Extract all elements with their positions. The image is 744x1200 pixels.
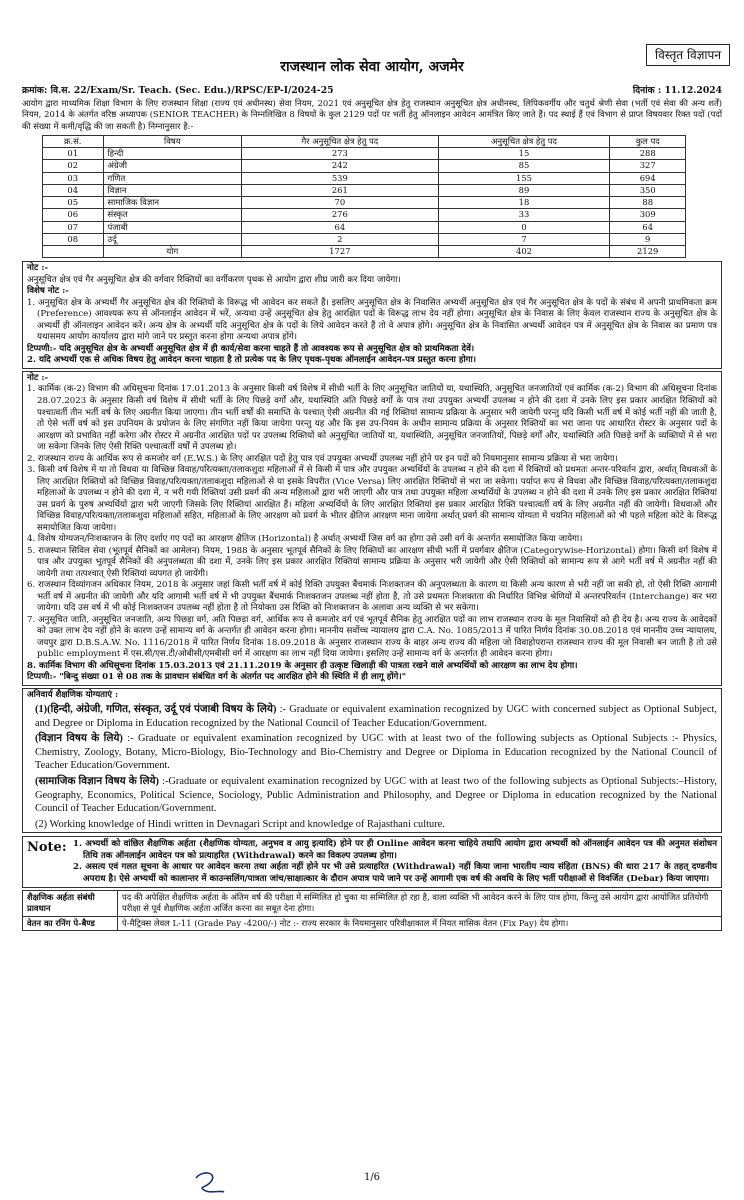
cell: 07 bbox=[43, 221, 104, 233]
note-text: अनुसूचित क्षेत्र एवं गैर अनुसूचित क्षेत्र की वर्गवार रिक्तियों का वर्गीकरण पृथक से आयोग द्वारा शीघ्र जारी कर दिया जायेगा। bbox=[27, 274, 401, 285]
cell: 2129 bbox=[610, 246, 686, 258]
cell: गणित bbox=[103, 172, 242, 184]
cell: 309 bbox=[610, 209, 686, 221]
cell: 402 bbox=[438, 246, 610, 258]
cell: 261 bbox=[242, 184, 439, 196]
cell: 273 bbox=[242, 148, 439, 160]
table-row bbox=[43, 197, 686, 209]
qualifications-section bbox=[22, 688, 722, 833]
cell: 327 bbox=[610, 160, 686, 172]
table-row bbox=[43, 184, 686, 196]
tail-label: वेतन का रनिंग पे-बैण्ड bbox=[23, 916, 118, 930]
table-row bbox=[43, 233, 686, 245]
eligibility-pay-table bbox=[22, 890, 722, 931]
cell: 18 bbox=[438, 197, 610, 209]
note-item: 3. किसी वर्ष विशेष में या तो विधवा या विच्छिन्न विवाह/परित्यक्ता/तलाकशुदा महिलाओं में से किसी में पात्र और उपयुक्त अभ्यर्थियों के उपलब्ध न होने की दशा में रिक्तियों को प्रथमतः अन्तर-परिवर्तन द्वारा, अर्थात् विधवाओं के लिए आरक्षित रिक्तियों को विच्छिन्न विवाह/परित्यक्ता/तलाकशुदा महिलाओं से या इसके विपरीत (Vice Versa) लिए आरक्षित रिक्तियों से भरा जा सकेगा। पर्याप्त रूप से विधवा और विच्छिन्न विवाह/परित्यक्ता/तलाकशुदा महिलाओं के उपलब्ध न होने की दशा में, न भरी गयी रिक्तियां उसी प्रवर्ग की अन्य महिलाओं द्वारा भरी जाएगी और पात्र तथा उपयुक्त महिला अभ्यर्थियों के उपलब्ध न होने की दशा में उनके लिए इस प्रकार आरक्षित रिक्तियां उस प्रवर्ग के पुरुष अभ्यर्थियों द्वारा भरी जाएगी जिसके लिए रिक्तियां आरक्षित हैं। महिला अभ्यर्थियों के लिए आरक्षित रिक्तियां इस प्रकार आरक्षित रिक्ति पश्चात्वर्ती वर्ष के लिए अग्रनीत नहीं की जायेगी। विधवाओं और विच्छिन्न विवाह/परित्यक्ता/तलाकशुदा महिलाओं सहित, महिलाओं के लिए आरक्षण को प्रवर्ग के भीतर क्षैतिज आरक्षण माना जायेगा अर्थात् प्रवर्ग की सामान्य योग्यता में चयनित महिलाओं को भी पहले महिला कोटे के विरूद्ध समायोजित किया जायेगा। bbox=[27, 465, 717, 533]
note-item: 5. राजस्थान सिविल सेवा (भूतपूर्व सैनिकों का आमेलन) नियम, 1988 के अनुसार भूतपूर्व सैनिकों के लिए रिक्तियों का आरक्षण सीधी भर्ती में प्रवर्गवार क्षैतिज (Categorywise-Horizontal) होगा। किसी वर्ग विशेष में पात्र और उपयुक्त भूतपूर्व सैनिकों की अनुपलब्धता की दशा में, उनके लिए इस प्रकार आरक्षित रिक्तियां सामान्य प्रक्रिया के अनुसार भरी जायेगी और ऐसी रिक्तियों को सामान्य रूप से आगे भर्ती वर्ष में अग्रनीत नहीं की जायेगी तथा तत्पश्चात् ऐसी रिक्तियां व्यपगत हो जायेंगी। bbox=[27, 545, 717, 579]
application-note-body bbox=[73, 839, 717, 885]
cell: 01 bbox=[43, 148, 104, 160]
cell: 1727 bbox=[242, 246, 439, 258]
cell: 276 bbox=[242, 209, 439, 221]
cell: 64 bbox=[610, 221, 686, 233]
application-note-label: Note: bbox=[27, 840, 67, 856]
table-row bbox=[43, 221, 686, 233]
note-item: 8. कार्मिक विभाग की अधिसूचना दिनांक 15.03.2013 एवं 21.11.2019 के अनुसार ही उत्कृष्ट खिलाड़ी की पात्रता रखने वाले अभ्यर्थियों को आरक्षण का लाभ देय होगा। bbox=[27, 660, 578, 671]
cell: 33 bbox=[438, 209, 610, 221]
qualification-social-science-label: (सामाजिक विज्ञान विषय के लिये) bbox=[35, 775, 159, 787]
note-item: टिप्पणी:- "बिन्दु संख्या 01 से 08 तक के प्रावधान संबंधित वर्ग के अंतर्गत पद आरक्षित होने की स्थिति में ही लागू होंगे।" bbox=[27, 672, 407, 683]
cell: 05 bbox=[43, 197, 104, 209]
qualification-social-science-text: :-Graduate or equivalent examination recognized by UGC with at least two of the following subjects as Optional Subjects:–History, Geography, Economics, Political Science, Sociology, Public Administration and Philosophy, and Degree or Diploma in education recognized by the National Council of Teacher Education/Government. bbox=[35, 775, 717, 815]
note-item: 1. कार्मिक (क-2) विभाग की अधिसूचना दिनांक 17.01.2013 के अनुसार किसी वर्ष विशेष में सीधी भर्ती के लिए अनुसूचित जातियों या, यथास्थिति, अनुसूचित जनजातियों एवं कार्मिक (क-2) विभाग की अधिसूचना दिनांक 28.07.2023 के अनुसार किसी वर्ष विशेष में सीधी भर्ती के लिए पिछड़े वर्गों और, यथास्थिति अति पिछड़े वर्गों के पात्र तथा उपयुक्त अभ्यर्थी उपलब्ध न होने की दशा में उनके लिए इस प्रकार आरक्षित रिक्तियों को पश्चात्वर्ती तीन भर्ती वर्ष के लिए अग्रनीत किया जाएगा। तीन भर्ती वर्षों की समाप्ति के पश्चात् ऐसी अग्रनीत की गई रिक्तियां सामान्य प्रक्रिया के अनुसार भरी जायेगी परन्तु यदि किसी भर्ती वर्ष में कोई भर्ती नहीं की जाती है, तो ऐसे भर्ती वर्ष को इस उपनियम के प्रयोजन के लिए संगणित नहीं किया जायेगा परन्तु यह और कि इस उप-नियम के अधीन सामान्य प्रक्रिया के अनुसार रिक्तियों का भरा जाना पद आधारित रोस्टर के अनुसार पदों के आरक्षण को प्रभावित नहीं करेगा और रोस्टर में अग्रनीत आरक्षित पदों पर उपलब्ध रिक्तियों को अनुसूचित जातियों या, यथास्थिति, अनुसूचित जनजातियों, पिछड़े वर्गों और, यथास्थिति अति पिछड़े वर्गों के व्यक्तियों में से भरा जा सकेगा जिनके लिए ऐसी रिक्ति पश्चात्वर्ती वर्षों में उपलब्ध हो। bbox=[27, 384, 717, 453]
cell: विज्ञान bbox=[103, 184, 242, 196]
special-note-item: टिप्पणी:- यदि अनुसूचित क्षेत्र के अभ्यर्थी अनुसूचित क्षेत्र में ही कार्य/सेवा करना चाहते हैं तो आवश्यक रूप से अनुसूचित क्षेत्र को प्राथमिकता देवें। bbox=[27, 343, 475, 354]
reference-line bbox=[22, 85, 722, 97]
application-note-item: 1. अभ्यर्थी को वांछित शैक्षणिक अर्हता (शैक्षणिक योग्यता, अनुभव व आयु इत्यादि) होने पर ही Online आवेदन करना चाहिये तथापि आयोग द्वारा अभ्यर्थी को ऑनलाईन आवेदन पत्र की अनुमत संशोधन तिथि तक ऑनलाईन आवेदन पत्र को प्रत्याहरित (Withdrawal) करने का विकल्प उपलब्ध होगा। bbox=[73, 839, 717, 861]
classification-note bbox=[22, 261, 722, 369]
qualification-1-label: (1)(हिन्दी, अंग्रेजी, गणित, संस्कृत, उर्दू एवं पंजाबी विषय के लिये) bbox=[35, 704, 277, 716]
cell bbox=[43, 246, 104, 258]
note-item: 7. अनुसूचित जाति, अनुसूचित जनजाति, अन्य पिछड़ा वर्ग, अति पिछड़ा वर्ग, आर्थिक रूप से कमजोर वर्ग एवं भूतपूर्व सैनिक हेतु आरक्षित पदों का लाभ राजस्थान राज्य के मूल निवासियों को ही देय है। अन्य राज्य के आवेदकों को उक्त लाभ देय नहीं होने के कारण उन्हें सामान्य वर्ग के अन्तर्गत ही आवेदन करना होगा। माननीय सर्वोच्च न्यायालय द्वारा C.A. No. 1085/2013 में पारित निर्णय दिनांक 30.08.2018 एवं माननीय उच्च न्यायालय, जयपुर द्वारा D.B.S.A.W. No. 1116/2018 में पारित निर्णय दिनांक 18.09.2018 के अनुसार राजस्थान राज्य के बाहर अन्य राज्य की महिला जो विवाहोपरान्त राजस्थान राज्य की मूल निवासी बन जाती है तो उसे public employment में एस.सी/एस.टी/ओबीसी/एमबीसी वर्ग में आरक्षण का लाभ नहीं दिया जायेगा। इसलिए उन्हें सामान्य वर्ग के अन्तर्गत ही आवेदन करना होगा। bbox=[27, 614, 717, 660]
notice-date: दिनांक : 11.12.2024 bbox=[632, 84, 722, 96]
notes-label: नोट :- bbox=[27, 372, 49, 383]
qualification-science bbox=[27, 732, 717, 773]
posts-table bbox=[42, 135, 686, 259]
cell: हिन्दी bbox=[103, 148, 242, 160]
cell: 694 bbox=[610, 172, 686, 184]
special-note-item: 1. अनुसूचित क्षेत्र के अभ्यर्थी गैर अनुसूचित क्षेत्र की रिक्तियों के विरूद्ध भी आवेदन कर सकते हैं। इसलिए अनुसूचित क्षेत्र के निवासित अभ्यर्थी अनुसूचित क्षेत्र एवं गैर अनुसूचित क्षेत्र के पदों के संबंध में अपनी प्राथमिकता क्रम (Preference) आवश्यक रूप से ऑनलाईन आवेदन में भरें, अन्यथा उन्हें अनुसूचित क्षेत्र हेतु आरक्षित पदों के विरूद्ध लाभ देय नहीं होगा। अनुसूचित क्षेत्र के निवास के लिए केवल राजस्थान राज्य के अनुसूचित क्षेत्र के अभ्यर्थी ही ऑनलाइन आवेदन करें। अन्य क्षेत्र के अभ्यर्थी यदि अनुसूचित क्षेत्र के पदों के लिये आवेदन करते हैं तो वे अपात्र होंगे। अनुसूचित क्षेत्र के निवासित अभ्यर्थी आवेदन पत्र में अनुसूचित क्षेत्र के निवास का प्रमाण पत्र यथासमय आयोग कार्यालय द्वारा मांगे जाने पर प्रस्तुत करना होगा अन्यथा अपात्र होंगे। bbox=[27, 297, 717, 343]
cell: 9 bbox=[610, 233, 686, 245]
note-item: 6. राजस्थान दिव्यांगजन अधिकार नियम, 2018 के अनुसार जहां किसी भर्ती वर्ष में कोई रिक्ति उपयुक्त बैंचमार्क निःशक्तजन की अनुपलब्धता के कारण या किसी अन्य कारण से भरी नहीं जा सकी हो, तो ऐसी रिक्ति आगामी भर्ती वर्ष में अग्रनीत की जायेगी और यदि आगामी भर्ती वर्ष में भी उपयुक्त बैंचमार्क निःशक्तजन उपलब्ध नहीं होता है, तो उसे प्रथमतः निःशक्तता की निर्धारित विभिन्न श्रेणियों में अन्तरपरिवर्तन (Interchange) कर भरा जायेगा। यदि उस वर्ष में भी कोई निःशक्तजन उपलब्ध नहीं होता है तो नियोक्ता उस रिक्ति को निःशक्तजन के अलावा अन्य व्यक्ति से भर सकेगा। bbox=[27, 580, 717, 614]
cell: 02 bbox=[43, 160, 104, 172]
qualification-social-science bbox=[27, 775, 717, 816]
cell: योग bbox=[103, 246, 242, 258]
cell: अंग्रेजी bbox=[103, 160, 242, 172]
special-note-item: 2. यदि अभ्यर्थी एक से अधिक विषय हेतु आवेदन करना चाहता है तो प्रत्येक पद के लिए पृथक-पृथक ऑनलाईन आवेदन-पत्र प्रस्तुत करना होगा। bbox=[27, 355, 476, 366]
cell: 2 bbox=[242, 233, 439, 245]
col-scheduled: अनुसूचित क्षेत्र हेतु पद bbox=[438, 135, 610, 147]
table-row bbox=[23, 891, 722, 917]
note-item: 2. राजस्थान राज्य के आर्थिक रूप से कमजोर वर्ग (E.W.S.) के लिए आरक्षित पदों हेतु पात्र एवं उपयुक्त अभ्यर्थी उपलब्ध नहीं होने पर इन पदों को नियमानुसार सामान्य प्रक्रिया से भरा जायेगा। bbox=[27, 453, 618, 464]
cell: 04 bbox=[43, 184, 104, 196]
qualification-science-text: :- Graduate or equivalent examination recognized by UGC with at least two of the following subjects as Optional Subjects :- Physics, Chemistry, Zoology, Botany, Micro-Biology, Bio-Technology and Bio-Chemistry and Degree or Diploma in Education recognized by the National Council of Teacher Education/Government. bbox=[35, 733, 717, 772]
cell: 539 bbox=[242, 172, 439, 184]
qualification-2: (2) Working knowledge of Hindi written in Devnagari Script and knowledge of Rajasthani culture. bbox=[35, 818, 445, 830]
tail-text: पद की अपेक्षित शैक्षणिक अर्हता के अंतिम वर्ष की परीक्षा में सम्मिलित हो चुका या सम्मिलित हो रहा है, वाला व्यक्ति भी आवेदन करने के लिए पात्र होगा, किन्तु उसे आयोग द्वारा आयोजित प्रतियोगी परीक्षा से पूर्व शैक्षणिक अर्हता अर्जित करना का सबूत देना होगा। bbox=[118, 891, 722, 917]
cell: 06 bbox=[43, 209, 104, 221]
reservation-notes bbox=[22, 371, 722, 686]
col-sno: क्र.सं. bbox=[43, 135, 104, 147]
cell: 0 bbox=[438, 221, 610, 233]
cell: 242 bbox=[242, 160, 439, 172]
cell: सामाजिक विज्ञान bbox=[103, 197, 242, 209]
col-total: कुल पद bbox=[610, 135, 686, 147]
cell: संस्कृत bbox=[103, 209, 242, 221]
cell: 350 bbox=[610, 184, 686, 196]
cell: उर्दू bbox=[103, 233, 242, 245]
table-row bbox=[43, 160, 686, 172]
cell: 88 bbox=[610, 197, 686, 209]
note-item: 4. विशेष योग्यजन/निःशक्तजन के लिए दर्शाए गए पदों का आरक्षण क्षैतिज (Horizontal) है अर्थात् अभ्यर्थी जिस वर्ग का होगा उसे उसी वर्ग के अन्तर्गत समायोजित किया जायेगा। bbox=[27, 534, 583, 545]
cell: 70 bbox=[242, 197, 439, 209]
special-note-label: विशेष नोट :- bbox=[27, 286, 69, 297]
tail-label: शैक्षणिक अर्हता संबंधी प्रावधान bbox=[23, 891, 118, 917]
qualification-1-text: :- Graduate or equivalent examination recognized by UGC with concerned subject as Optional Subject, and Degree or Diploma in Education recognized by the National Council of Teacher Education/Government. bbox=[35, 704, 717, 729]
col-subject: विषय bbox=[103, 135, 242, 147]
cell: पंजाबी bbox=[103, 221, 242, 233]
commission-title: राजस्थान लोक सेवा आयोग, अजमेर bbox=[280, 59, 464, 75]
cell: 03 bbox=[43, 172, 104, 184]
cell: 155 bbox=[438, 172, 610, 184]
cell: 85 bbox=[438, 160, 610, 172]
cell: 7 bbox=[438, 233, 610, 245]
reference-number: क्रमांक: वि.स. 22/Exam/Sr. Teach. (Sec. Edu.)/RPSC/EP-I/2024-25 bbox=[22, 84, 334, 96]
col-non-scheduled: गैर अनुसूचित क्षेत्र हेतु पद bbox=[242, 135, 439, 147]
table-row bbox=[43, 172, 686, 184]
ad-label: विस्तृत विज्ञापन bbox=[646, 44, 730, 66]
note-label: नोट :- bbox=[27, 263, 49, 274]
cell: 64 bbox=[242, 221, 439, 233]
cell: 288 bbox=[610, 148, 686, 160]
posts-table-header bbox=[43, 135, 686, 147]
qualification-1 bbox=[27, 703, 717, 730]
qualification-science-label: (विज्ञान विषय के लिये) bbox=[35, 733, 123, 745]
table-total-row bbox=[43, 246, 686, 258]
application-note bbox=[22, 836, 722, 888]
table-row bbox=[43, 148, 686, 160]
intro-paragraph: आयोग द्वारा माध्यमिक शिक्षा विभाग के लिए राजस्थान शिक्षा (राज्य एवं अधीनस्थ) सेवा नियम, 2021 एवं अनुसूचित क्षेत्र हेतु राजस्थान अनुसूचित क्षेत्र अधीनस्थ, लिपिकवर्गीय और चतुर्थ श्रेणी सेवा (भर्ती एवं सेवा की अन्य शर्तें) नियम, 2014 के अंतर्गत वरिष्ठ अध्यापक (SENIOR TEACHER) के निम्नलिखित 8 विषयों के कुल 2129 पदों पर भर्ती हेतु ऑनलाइन आवेदन आमंत्रित किए जाते हैं। पद स्थाई हैं एवं विभाग से प्राप्त विषयवार रिक्त पदों (पदों की संख्या में कमी/वृद्धि की जा सकती है) निम्नानुसार है:- bbox=[22, 98, 722, 131]
cell: 15 bbox=[438, 148, 610, 160]
application-note-item: 2. असत्य एवं गलत सूचना के आधार पर आवेदन करना तथा अर्हता नहीं होने पर भी उसे प्रत्याहरित (Withdrawal) नहीं किया जाना भारतीय न्याय संहिता (BNS) की धारा 217 के तहत् दण्डनीय अपराध है। ऐसे अभ्यर्थी को कालान्तर में काउन्सलिंग/पात्रता जांच/साक्षात्कार के दौरान अपात्र पाये जाने पर उन्हें आगामी एक वर्ष की अवधि के लिए भर्ती परीक्षाओं से विवर्जित (Debar) किया जाएगा। bbox=[73, 862, 717, 884]
tail-text: पे-मैट्रिक्स लेवल L-11 (Grade Pay -4200/-) नोट :- राज्य सरकार के नियमानुसार परिवीक्षाकाल में नियत मासिक वेतन (Fix Pay) देय होगा। bbox=[118, 916, 722, 930]
table-row bbox=[43, 209, 686, 221]
cell: 89 bbox=[438, 184, 610, 196]
table-row bbox=[23, 916, 722, 930]
cell: 08 bbox=[43, 233, 104, 245]
page-number: 1/6 bbox=[363, 1171, 381, 1183]
qualifications-heading: अनिवार्य शैक्षणिक योग्यताएं : bbox=[27, 689, 119, 700]
